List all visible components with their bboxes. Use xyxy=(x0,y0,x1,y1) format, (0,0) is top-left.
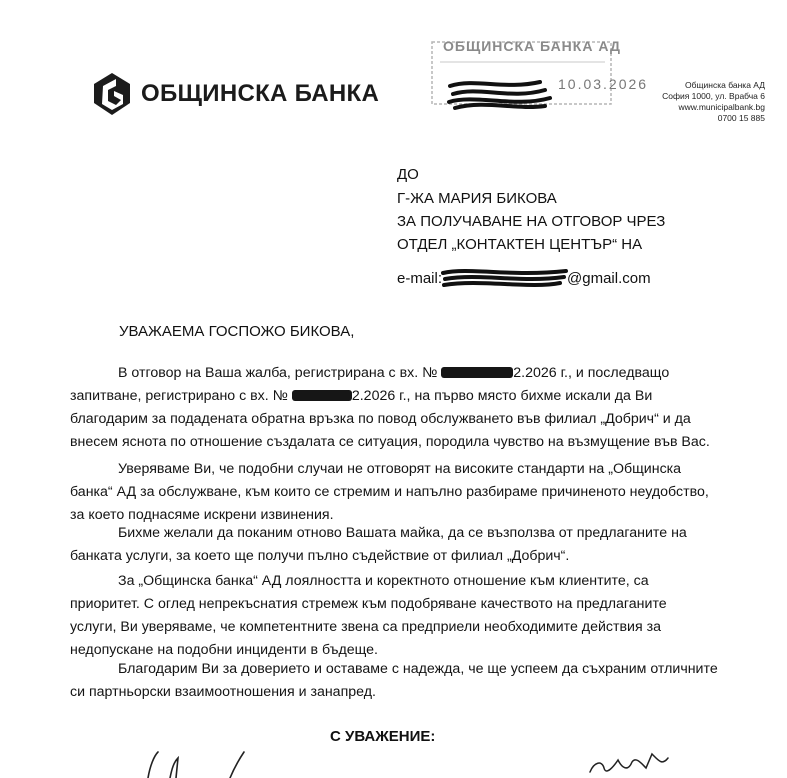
bank-brand-name: ОБЩИНСКА БАНКА xyxy=(141,80,380,107)
email-domain: @gmail.com xyxy=(567,270,651,287)
p2-line-1: Уверяваме Ви, че подобни случаи не отговорят на високите стандарти на „Общинска xyxy=(118,461,682,477)
paragraph-5 xyxy=(70,658,718,704)
bank-logo-icon xyxy=(90,71,134,117)
recipient-line-1: ДО xyxy=(397,166,419,183)
bank-info-name: Общинска банка АД xyxy=(685,80,765,90)
signature-right-icon xyxy=(580,746,680,778)
recipient-line-3: ЗА ПОЛУЧАВАНЕ НА ОТГОВОР ЧРЕЗ xyxy=(397,213,666,230)
redaction-bar xyxy=(441,367,513,378)
recipient-line-4: ОТДЕЛ „КОНТАКТЕН ЦЕНТЪР“ НА xyxy=(397,236,643,253)
p2-line-2: банка“ АД за обслужване, към които се стремим и напълно разбираме причиненото неудобство, xyxy=(70,484,709,500)
p3-line-2: банката услуги, за което ще получи пълно съдействие от филиал „Добрич“. xyxy=(70,548,570,564)
p2-line-3: за което поднасяме искрени извинения. xyxy=(70,507,334,523)
p4-line-3: услуги, Ви уверяваме, че компетентните звена са предприели необходимите действия за xyxy=(70,619,661,635)
redaction-bar xyxy=(292,390,352,401)
stamp-bank-name: ОБЩИНСКА БАНКА АД xyxy=(443,38,621,54)
p3-line-1: Бихме желали да поканим отново Вашата майка, да се възползва от предлаганите на xyxy=(118,525,687,541)
salutation: УВАЖАЕМА ГОСПОЖО БИКОВА, xyxy=(119,323,355,340)
closing-line: С УВАЖЕНИЕ: xyxy=(330,728,436,745)
bank-info-phone: 0700 15 885 xyxy=(717,113,765,123)
email-redaction-icon xyxy=(440,265,570,291)
paragraph-4 xyxy=(70,570,690,662)
email-label: e-mail: xyxy=(397,270,443,287)
paragraph-2 xyxy=(70,458,709,527)
p4-line-4: недопускане на подобни инциденти в бъдеще. xyxy=(70,642,378,658)
p5-line-1: Благодарим Ви за доверието и оставаме с надежда, че ще успеем да съхраним отличните xyxy=(118,661,718,677)
signature-left-icon xyxy=(140,748,260,778)
paragraph-1 xyxy=(70,362,710,454)
bank-contact-info xyxy=(600,80,765,124)
stamp-date: 10.03.2026 xyxy=(558,76,649,92)
redaction-scribble-icon xyxy=(445,76,555,112)
p1-line-3: благодарим за подадената обратна връзка по повод обслужването във филиал „Добрич“ и да xyxy=(70,411,691,427)
recipient-line-2: Г-ЖА МАРИЯ БИКОВА xyxy=(397,190,557,207)
p1-line-2: запитване, регистрирано с вх. № 2.2026 г., на първо място бихме искали да Ви xyxy=(70,388,653,404)
p1-line-1: В отговор на Ваша жалба, регистрирана с вх. № 2.2026 г., и последващо xyxy=(118,365,670,381)
bank-info-website: www.municipalbank.bg xyxy=(678,102,765,112)
p4-line-1: За „Общинска банка“ АД лоялността и коректното отношение към клиентите, са xyxy=(118,573,649,589)
p1-line-4: внесем яснота по отношение създалата се ситуация, породила чувство на възмущение във Вас. xyxy=(70,434,710,450)
paragraph-3 xyxy=(70,522,690,568)
bank-info-address: София 1000, ул. Врабча 6 xyxy=(662,91,765,101)
p5-line-2: си партньорски взаимоотношения и занапред. xyxy=(70,684,376,700)
p4-line-2: приоритет. С оглед непрекъснатия стремеж към подобряване качеството на предлаганите xyxy=(70,596,667,612)
